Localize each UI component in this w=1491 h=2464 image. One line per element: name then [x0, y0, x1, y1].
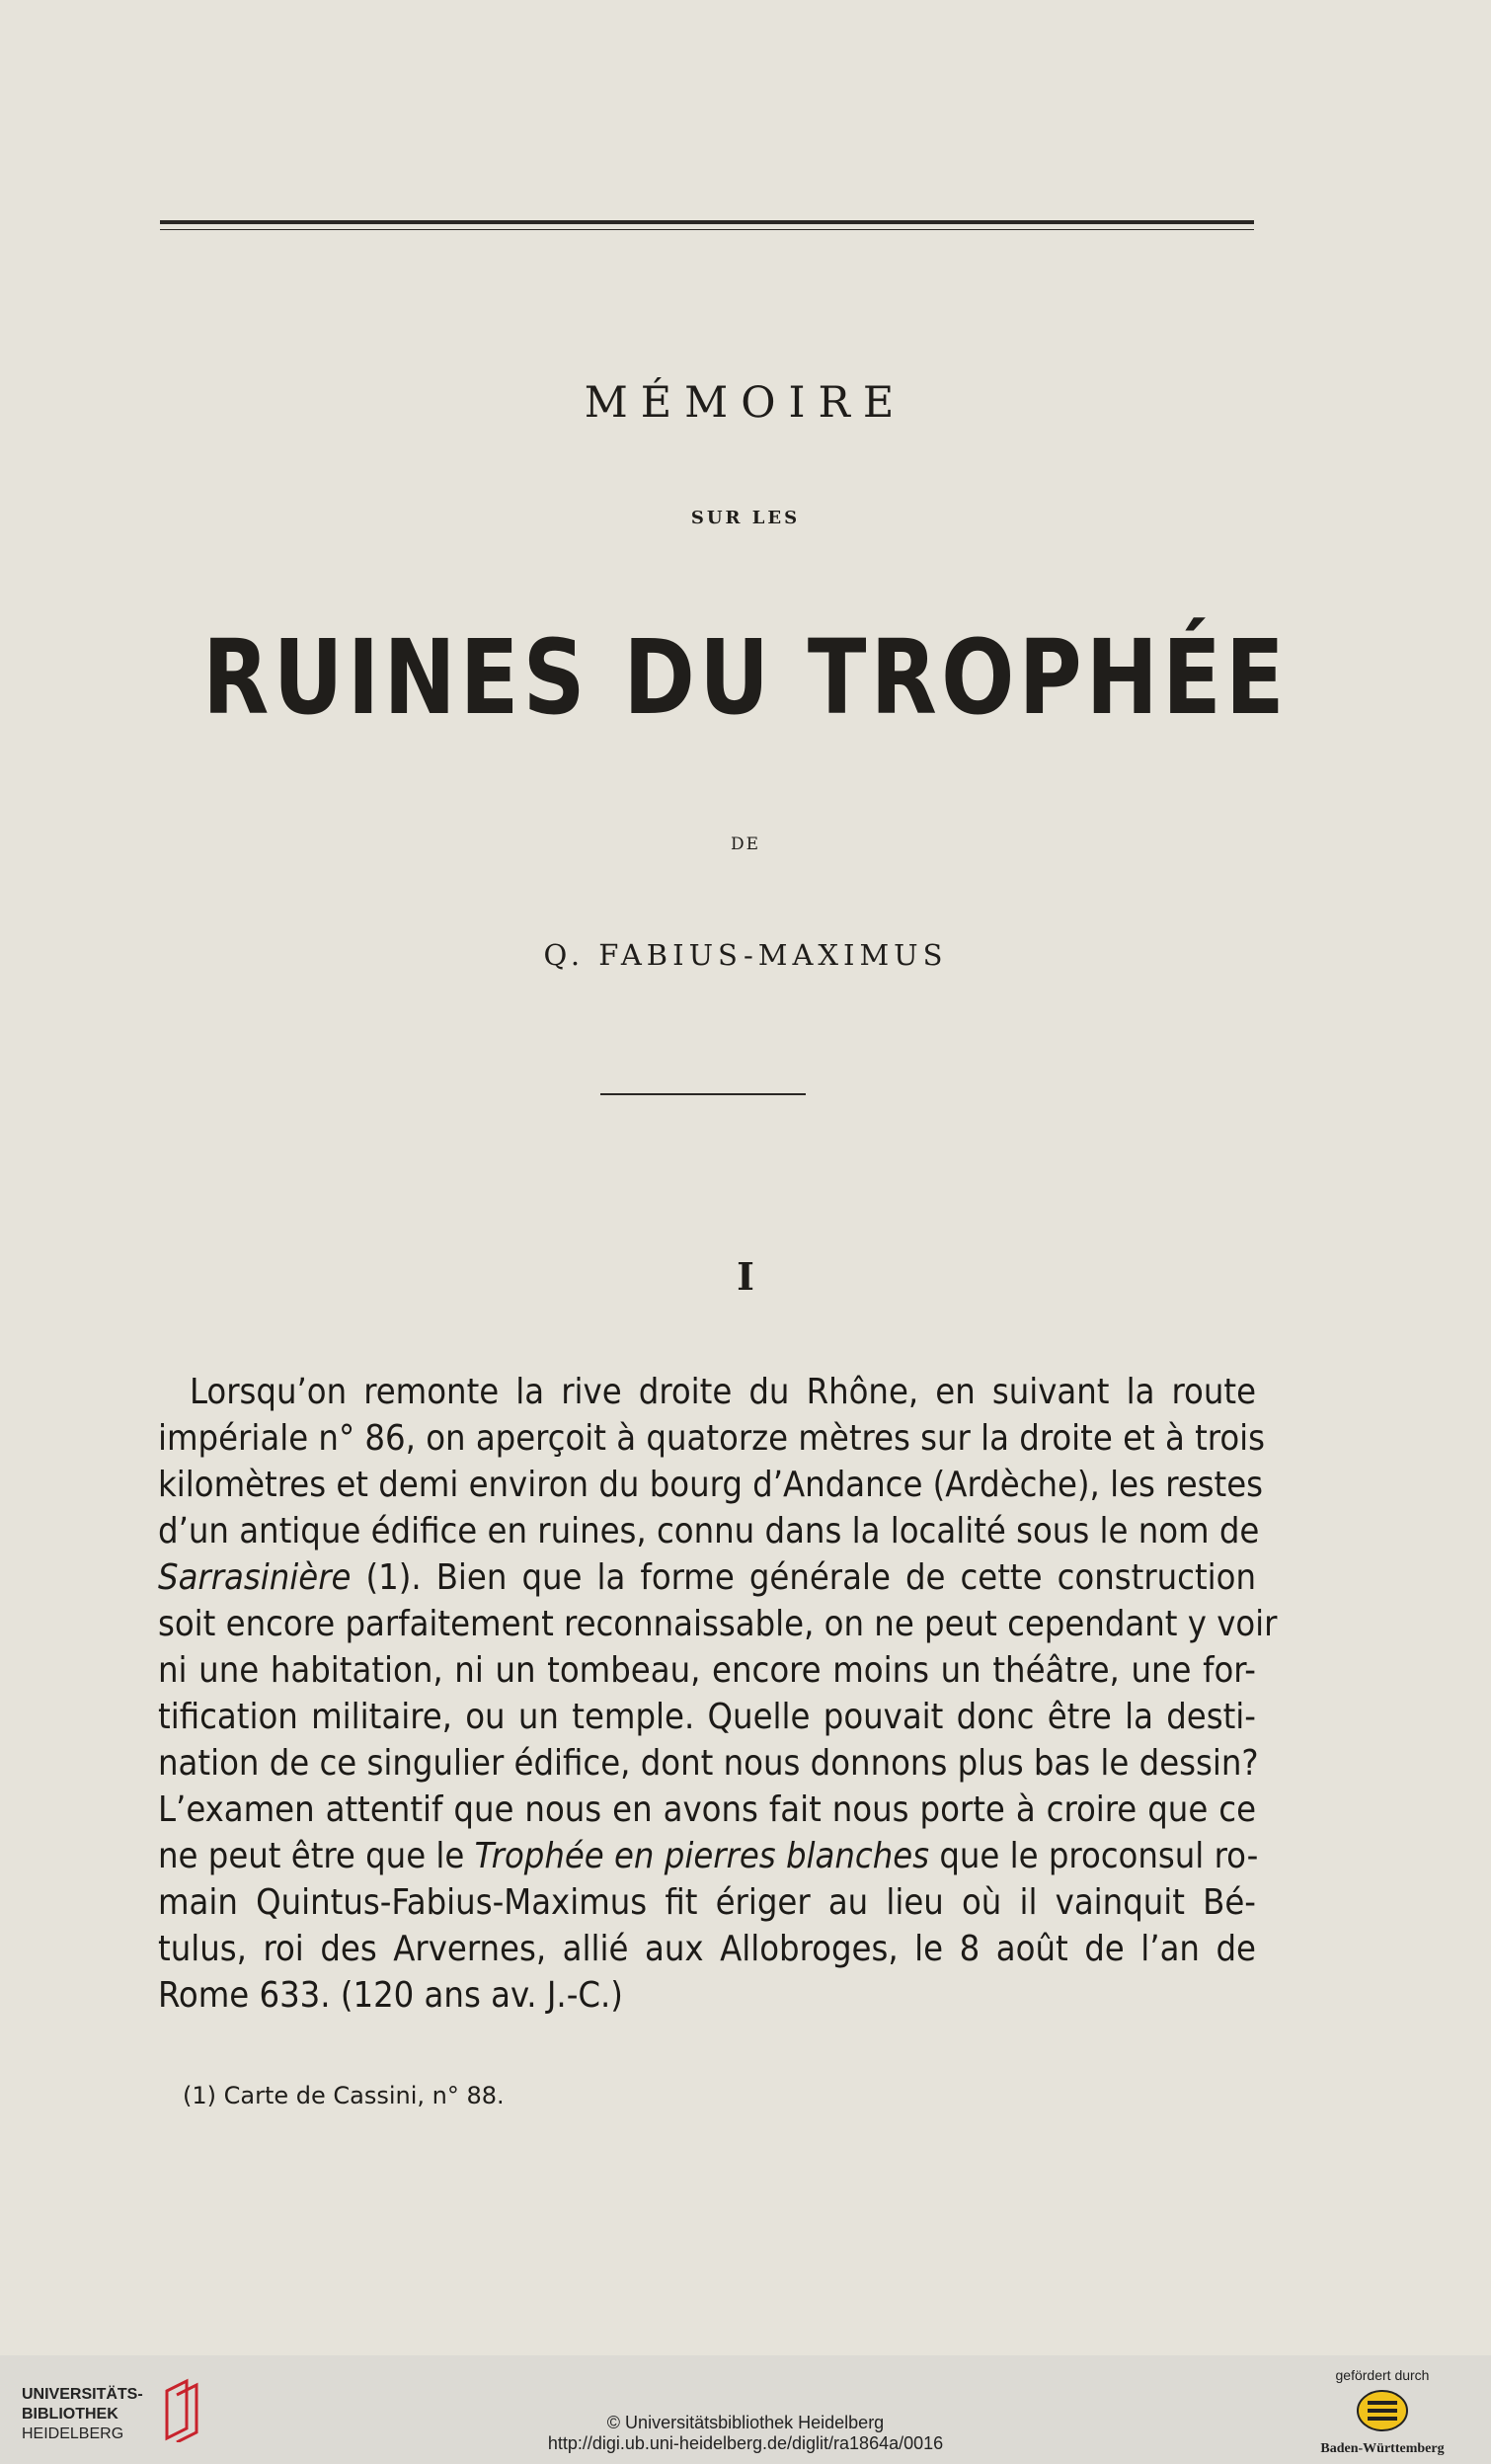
body-line: Rome 633. (120 ans av. J.-C.) [158, 1975, 623, 2016]
body-line: main Quintus-Fabius-Maximus fit ériger au lieu où il vainquit Bé- [158, 1882, 1256, 1923]
state-name: Baden-Württemberg [1320, 2441, 1445, 2456]
body-line: tulus, roi des Arvernes, allié aux Allobroges, le 8 août de l’an de [158, 1929, 1256, 1969]
body-paragraph [158, 1369, 1278, 2019]
title-memoire: MÉMOIRE [584, 378, 907, 428]
body-line: tification militaire, ou un temple. Quelle pouvait donc être la desti- [158, 1697, 1256, 1737]
copyright-text: © Universitätsbibliothek Heidelberg [606, 2413, 885, 2432]
library-name-line: BIBLIOTHEK [22, 2406, 118, 2423]
bleed-through-text [148, 148, 1284, 195]
title-de: DE [730, 835, 761, 854]
body-line: nation de ce singulier édifice, dont nous donnons plus bas le dessin? [158, 1743, 1259, 1784]
header-rule [160, 220, 1254, 224]
body-line: ne peut être que le Trophée en pierres blanches que le proconsul ro- [158, 1836, 1259, 1876]
library-name-line: UNIVERSITÄTS- [22, 2386, 143, 2403]
main-title: RUINES DU TROPHÉE [202, 617, 1289, 738]
viewer-footer [0, 2355, 1491, 2464]
permalink-url[interactable]: http://digi.ub.uni-heidelberg.de/diglit/ra1864a/0016 [547, 2433, 944, 2453]
state-crest-icon [1356, 2389, 1409, 2432]
title-author: Q. FABIUS-MAXIMUS [543, 938, 948, 972]
header-rule-thin [160, 229, 1254, 230]
section-numeral: I [737, 1254, 754, 1299]
body-line: Sarrasinière (1). Bien que la forme générale de cette construction [158, 1557, 1256, 1598]
body-line: L’examen attentif que nous en avons fait nous porte à croire que ce [158, 1789, 1256, 1830]
body-line: kilomètres et demi environ du bourg d’Andance (Ardèche), les restes [158, 1465, 1264, 1505]
footnote: (1) Carte de Cassini, n° 88. [183, 2082, 505, 2109]
body-line: impériale n° 86, on aperçoit à quatorze mètres sur la droite et à trois [158, 1418, 1266, 1459]
title-separator-rule [600, 1093, 806, 1095]
funding-block [1303, 2367, 1461, 2457]
funded-by-label: gefördert durch [1335, 2367, 1430, 2383]
copyright-block [0, 2413, 1491, 2454]
library-name-line: HEIDELBERG [22, 2425, 124, 2442]
body-line: d’un antique édifice en ruines, connu dans la localité sous le nom de [158, 1511, 1260, 1551]
body-line: soit encore parfaitement reconnaissable, on ne peut cependant y voir [158, 1604, 1278, 1644]
title-sur-les: SUR LES [690, 508, 801, 528]
body-line: Lorsqu’on remonte la rive droite du Rhône, en suivant la route [190, 1372, 1256, 1412]
body-line: ni une habitation, ni un tombeau, encore moins un théâtre, une for- [158, 1650, 1256, 1691]
